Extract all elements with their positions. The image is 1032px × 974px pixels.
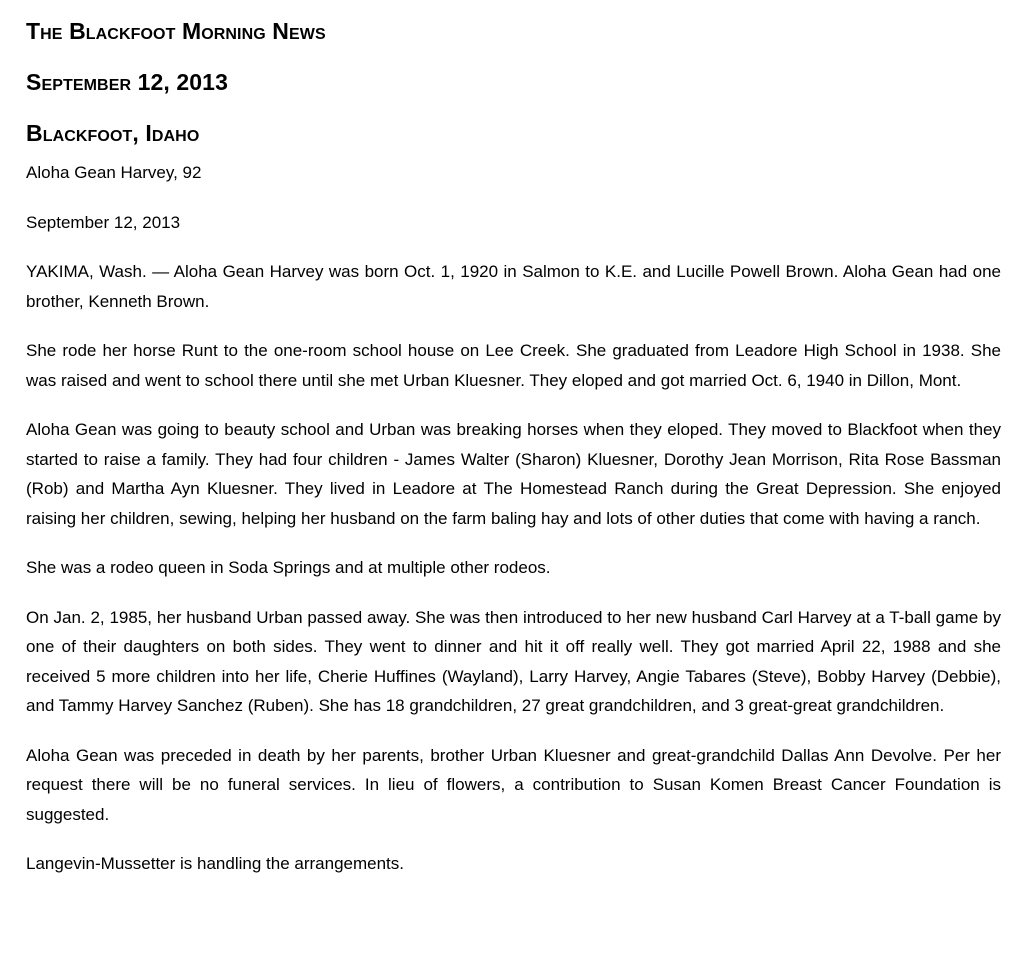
paragraph: Aloha Gean was preceded in death by her parents, brother Urban Kluesner and great-grandchild Dallas Ann Devolve. Per her request there will be no funeral services. In lieu of flowers, a contribution to Susan Komen Breast Cancer Foundation is suggested. (26, 745, 1001, 824)
paragraph: She rode her horse Runt to the one-room school house on Lee Creek. She graduated from Leadore High School in 1938. She was raised and went to school there until she met Urban Kluesner. They eloped and got married Oct. 6, 1940 in Dillon, Mont. (26, 341, 1001, 390)
paragraph: YAKIMA, Wash. — Aloha Gean Harvey was born Oct. 1, 1920 in Salmon to K.E. and Lucille Powell Brown. Aloha Gean had one brother, Kenneth Brown. (26, 262, 1001, 311)
paragraph: Langevin-Mussetter is handling the arrangements. (26, 854, 404, 873)
publication-date: September 12, 2013 (26, 69, 228, 95)
paragraph: Aloha Gean was going to beauty school and Urban was breaking horses when they eloped. They moved to Blackfoot when they started to raise a family. They had four children - James Walter (Sharon) Kluesner, Dorothy Jean Morrison, Rita Rose Bassman (Rob) and Martha Ayn Kluesner. They lived in Leadore at The Homestead Ranch during the Great Depression. She enjoyed raising her children, sewing, helping her husband on the farm baling hay and lots of other duties that come with having a ranch. (26, 420, 1001, 528)
publication-name: The Blackfoot Morning News (26, 18, 326, 44)
obituary-title: Aloha Gean Harvey, 92 (26, 163, 202, 182)
publication-location: Blackfoot, Idaho (26, 120, 200, 146)
paragraph: On Jan. 2, 1985, her husband Urban passed away. She was then introduced to her new husband Carl Harvey at a T-ball game by one of their daughters on both sides. They went to dinner and hit it off really well. They got married April 22, 1988 and she received 5 more children into her life, Cherie Huffines (Wayland), Larry Harvey, Angie Tabares (Steve), Bobby Harvey (Debbie), and Tammy Harvey Sanchez (Ruben). She has 18 grandchildren, 27 great grandchildren, and 3 great-great grandchildren. (26, 607, 1001, 715)
paragraph: She was a rodeo queen in Soda Springs and at multiple other rodeos. (26, 558, 551, 577)
obituary-date: September 12, 2013 (26, 212, 181, 232)
